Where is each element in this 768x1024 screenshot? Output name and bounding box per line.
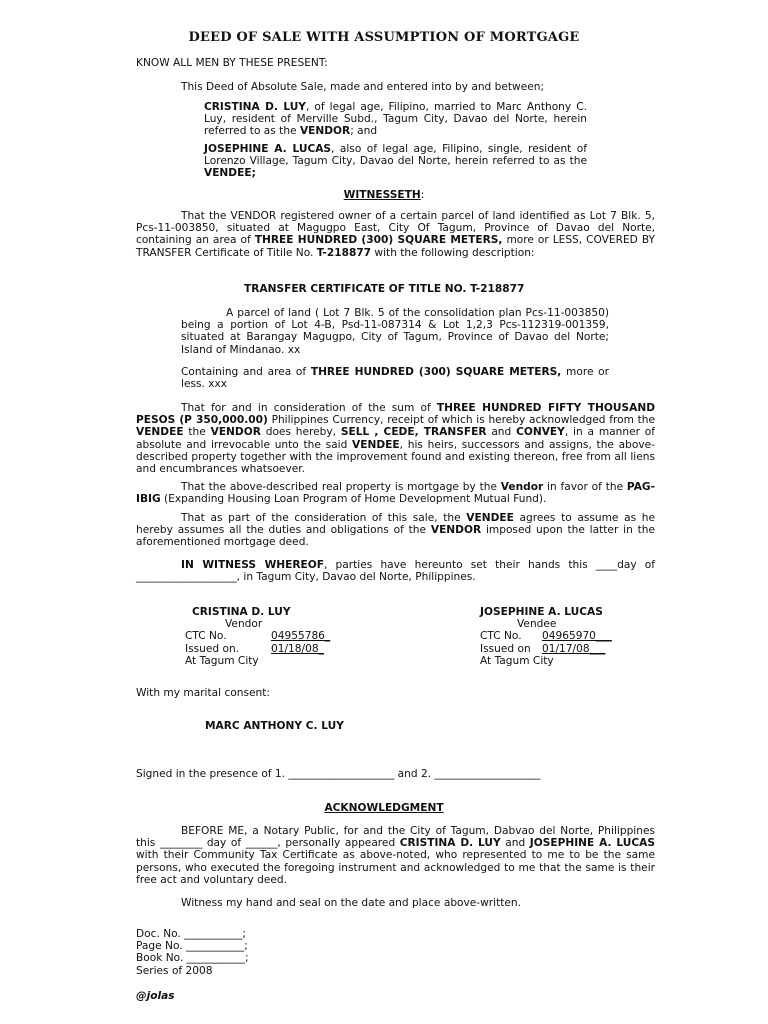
spouse-name: MARC ANTHONY C. LUY <box>205 720 344 732</box>
ack-text-a: BEFORE ME, a Notary Public, for and the City of Tagum, Dabvao del Norte, Philippines this ________ day of ______, personally appeared <box>136 825 655 850</box>
p1-text-e: with the following description: <box>371 246 535 259</box>
area-value: THREE HUNDRED (300) SQUARE METERS, <box>310 366 562 378</box>
witnesseth-heading <box>0 189 768 201</box>
intro-paragraph: This Deed of Absolute Sale, made and entered into by and between; <box>181 81 545 93</box>
vendee-signature-block <box>480 606 660 667</box>
opening-line: KNOW ALL MEN BY THESE PRESENT: <box>136 57 328 69</box>
vendee-name: JOSEPHINE A. LUCAS <box>204 143 332 155</box>
sig-vendor-issued-label: Issued on. <box>185 642 240 655</box>
sig-vendor-role: Vendor <box>225 618 263 631</box>
book-no: Book No. ___________; <box>136 952 249 965</box>
p3-text-c: in favor of the <box>543 481 627 493</box>
p1-text-c: more or LESS, COVERED BY TRANSFER Certificate of Titile No. <box>136 234 655 259</box>
vendor-paragraph <box>204 101 587 138</box>
p5-text-b: , parties have hereunto set their hands this ____day of ___________________, in Tagum City, Davao del Norte, Philippines. <box>136 559 655 584</box>
p2-text-k: , in a manner of absolute and irrevocable unto the said <box>136 426 655 451</box>
p4-vendee: VENDEE <box>466 512 514 524</box>
tct-heading: TRANSFER CERTIFICATE OF TITLE NO. T-218877 <box>244 283 525 295</box>
sig-vendee-role: Vendee <box>517 618 557 631</box>
ack-vendee: JOSEPHINE A. LUCAS <box>529 837 655 850</box>
witness-whereof: IN WITNESS WHEREOF <box>181 559 324 571</box>
p2-verbs: SELL , CEDE, TRANSFER <box>340 426 487 439</box>
p2-text-e: the <box>183 426 211 439</box>
p4-vendor: VENDOR <box>430 524 482 537</box>
p2-vendee-2: VENDEE <box>352 438 400 451</box>
p2-text-i: and <box>486 426 517 439</box>
p3-text-a: That the above-described real property is mortgage by the <box>181 481 501 493</box>
witnesseth-label: WITNESSETH <box>343 189 421 201</box>
p1-area: THREE HUNDRED (300) SQUARE METERS, <box>254 234 503 247</box>
consideration-paragraph <box>136 402 655 475</box>
acknowledgment-heading: ACKNOWLEDGMENT <box>324 802 444 814</box>
witness-whereof-paragraph <box>136 559 655 583</box>
ack-text-e: with their Community Tax Certificate as above-noted, who represented to me to be the same persons, who executed the foregoing instrument and acknowledged to me that the same is their free act and voluntary deed. <box>136 849 655 886</box>
mortgage-paragraph <box>136 481 655 505</box>
vendor-suffix: ; and <box>350 125 378 138</box>
doc-no: Doc. No. ___________; <box>136 928 246 940</box>
parcel-description: A parcel of land ( Lot 7 Blk. 5 of the consolidation plan Pcs-11-003850) being a portion of Lot 4-B, Psd-11-087314 & Lot 1,2,3 Pcs-112319-001359, situated at Barangay Magugpo, City of Tagum, Province of Davao del Norte; Island of Mindanao. xx <box>181 307 609 356</box>
assumption-paragraph <box>136 512 655 549</box>
p2-convey: CONVEY <box>516 426 565 439</box>
vendee-description: , also of legal age, Filipino, single, resident of Lorenzo Village, Tagum City, Davao del Norte, herein referred to as the <box>204 143 587 168</box>
ack-text-c: and <box>500 837 530 850</box>
sig-vendee-name: JOSEPHINE A. LUCAS <box>480 606 603 618</box>
acknowledgment-paragraph <box>136 825 655 886</box>
notarial-register <box>136 928 249 977</box>
sig-vendor-ctc-value: 04955786_ <box>271 630 331 643</box>
sig-vendee-ctc-value: 04965970___ <box>542 630 612 643</box>
p1-text-a: That the VENDOR registered owner of a certain parcel of land identified as Lot 7 Blk. 5, Pcs-11-003850, situated at Magugpo East, City Of Tagum, Province of Davao del Norte, containing an area of <box>136 210 655 247</box>
p3-vendor: Vendor <box>500 481 544 493</box>
vendor-description: , of legal age, Filipino, married to Marc Anthony C. Luy, resident of Merville Subd., Tagum City, Davao del Norte, herein referred to as the <box>204 101 587 138</box>
vendee-paragraph <box>204 143 587 180</box>
area-text-a: Containing and area of <box>181 366 311 378</box>
document-title: DEED OF SALE WITH ASSUMPTION OF MORTGAGE <box>188 30 580 45</box>
p4-text-a: That as part of the consideration of this sale, the <box>181 512 467 524</box>
area-text-c: more or less. xxx <box>181 366 610 391</box>
p2-text-a: That for and in consideration of the sum of <box>181 402 437 414</box>
sig-vendor-issued-value: 01/18/08_ <box>271 642 324 655</box>
p2-price: THREE HUNDRED FIFTY THOUSAND PESOS (P 350,000.00) <box>136 402 655 427</box>
p2-text-c: Philippines Currency, receipt of which is hereby acknowledged from the <box>267 414 656 427</box>
area-paragraph <box>181 366 609 390</box>
vendee-role: VENDEE; <box>204 167 256 180</box>
witnesseth-colon: : <box>420 189 425 201</box>
p2-vendee: VENDEE <box>136 426 184 439</box>
witness-hand-line: Witness my hand and seal on the date and place above-written. <box>181 897 521 909</box>
page-no: Page No. ___________; <box>136 940 248 953</box>
p2-text-m: , his heirs, successors and assigns, the above-described property together with the improvement found and existing thereon, free from all liens and encumbrances whatsoever. <box>136 438 655 476</box>
sig-vendor-ctc-label: CTC No. <box>185 630 227 643</box>
sig-vendee-place: At Tagum City <box>480 654 554 667</box>
vendor-role: VENDOR <box>299 125 351 138</box>
property-paragraph <box>136 210 655 259</box>
series: Series of 2008 <box>136 964 213 977</box>
signed-in-presence: Signed in the presence of 1. ____________________ and 2. ____________________ <box>136 768 541 780</box>
p2-text-g: does hereby, <box>260 426 341 439</box>
marital-consent: With my marital consent: <box>136 687 270 699</box>
sig-vendee-issued-value: 01/17/08___ <box>542 642 606 655</box>
sig-vendee-ctc-label: CTC No. <box>480 630 522 643</box>
p3-pagibig: PAG-IBIG <box>136 481 656 506</box>
sig-vendor-place: At Tagum City <box>185 654 259 667</box>
author-handle: @jolas <box>136 990 175 1002</box>
vendor-signature-block <box>185 606 355 667</box>
p4-text-e: imposed upon the latter in the aforementioned mortgage deed. <box>136 524 655 549</box>
sig-vendor-name: CRISTINA D. LUY <box>192 606 291 618</box>
sig-vendee-issued-label: Issued on <box>480 642 531 655</box>
p2-vendor: VENDOR <box>210 426 261 439</box>
p3-text-e: (Expanding Housing Loan Program of Home Development Mutual Fund). <box>160 493 547 506</box>
ack-vendor: CRISTINA D. LUY <box>399 837 501 850</box>
p1-title-no: T-218877 <box>316 246 372 259</box>
p4-text-c: agrees to assume as he hereby assumes all the duties and obligations of the <box>136 512 655 537</box>
vendor-name: CRISTINA D. LUY <box>204 101 306 113</box>
